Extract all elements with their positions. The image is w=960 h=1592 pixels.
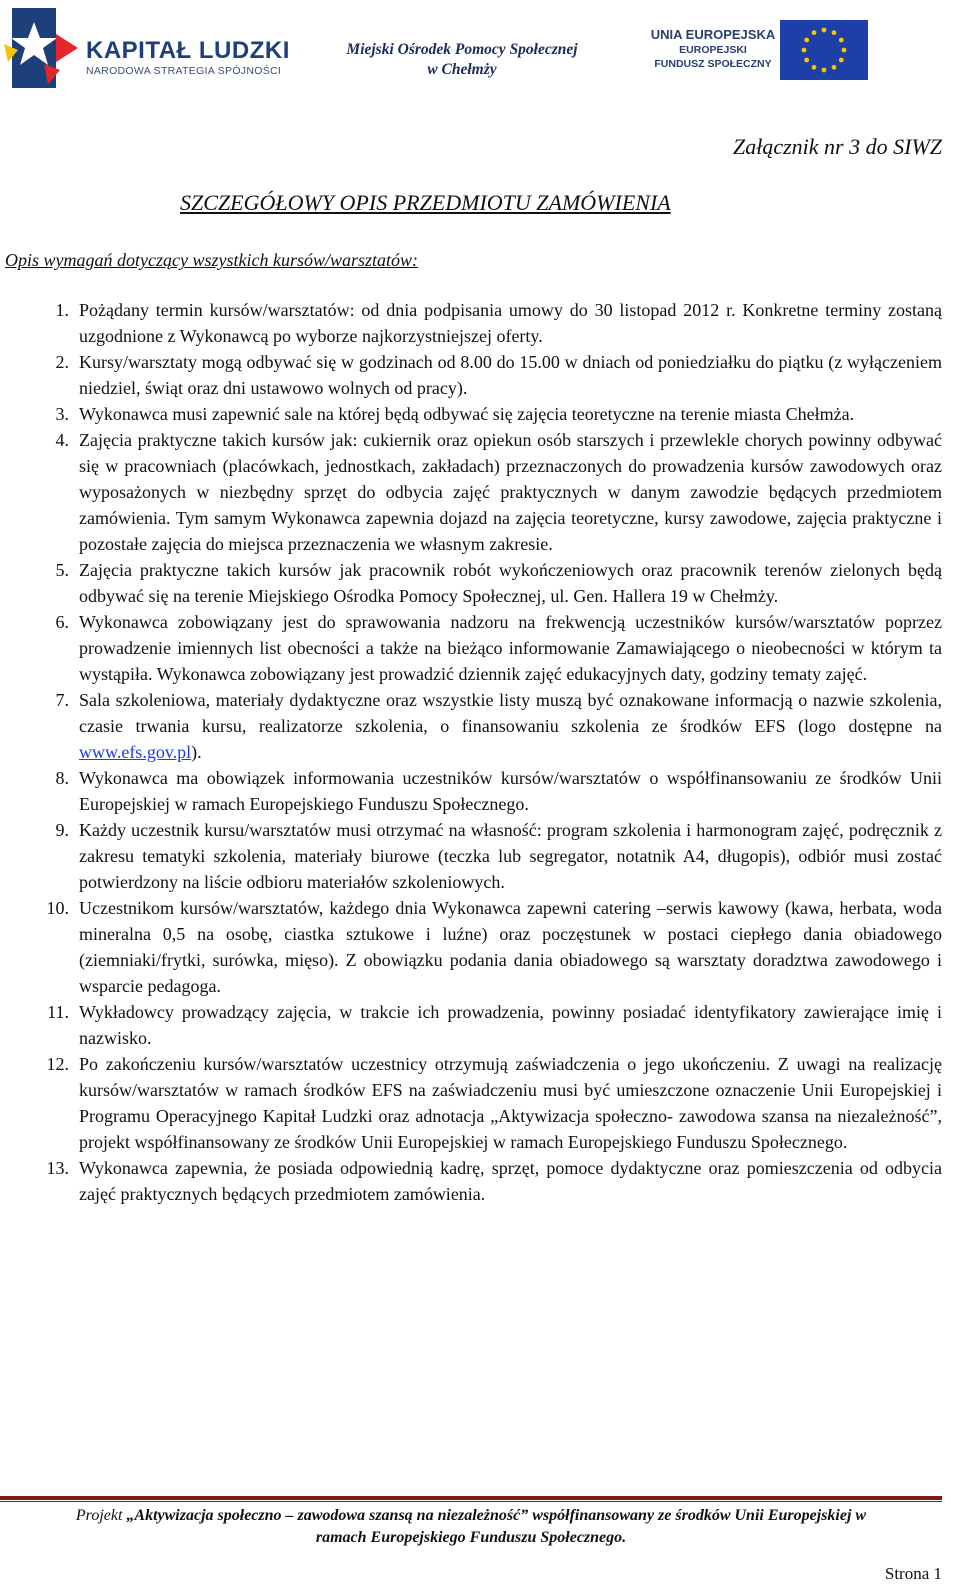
kapital-ludzki-subtitle: NARODOWA STRATEGIA SPÓJNOŚCI: [86, 65, 282, 77]
item-text: Każdy uczestnik kursu/warsztatów musi otrzymać na własność: program szkolenia i harmonogram zajęć, podręcznik z zakresu tematyki szkolenia, materiały biurowe (teczka lub segregator, notatnik A4, długopis), odbiór musi zostać potwierdzony na liście odbioru materiałów szkoleniowych.: [79, 820, 942, 892]
eu-star-icon: [802, 48, 807, 53]
list-item: [0, 297, 942, 349]
list-item: [0, 1155, 942, 1207]
item-text: Wykonawca musi zapewnić sale na której będą odbywać się zajęcia teoretyczne na terenie miasta Chełmża.: [79, 404, 855, 424]
item-text: Zajęcia praktyczne takich kursów jak pracownik robót wykończeniowych oraz pracownik terenów zielonych będą odbywać się na terenie Miejskiego Ośrodka Pomocy Społecznej, ul. Gen. Hallera 19 w Chełmży.: [79, 560, 942, 606]
item-text-after-link: ).: [191, 742, 202, 762]
kapital-ludzki-name: KAPITAŁ LUDZKI: [86, 37, 290, 64]
eu-star-icon: [804, 38, 809, 43]
item-number: 5.: [55, 560, 69, 580]
eu-star-icon: [812, 30, 817, 35]
item-text: Uczestnikom kursów/warsztatów, każdego dnia Wykonawca zapewni catering –serwis kawowy (kawa, herbata, woda mineralna 0,5 na osobę, ciastka sztukowe i luźne) oraz poczęstunek w postaci ciepłego dania obiadowego (ziemniaki/frytki, surówka, mięso). Z obowiązku podania dania obiadowego są warsztaty doradztwa zawodowego i wsparcie pedagoga.: [79, 898, 942, 996]
eu-star-icon: [822, 28, 827, 33]
item-number: 13.: [46, 1158, 69, 1178]
item-number: 4.: [55, 430, 69, 450]
mops-logo: [322, 40, 602, 80]
list-item: [0, 427, 942, 557]
item-text: Wykonawca zobowiązany jest do sprawowania nadzoru na frekwencją uczestników kursów/warsztatów poprzez prowadzenie imiennych list obecności a także na bieżąco informowanie Zamawiającego o nieobecności w którym ta wystąpiła. Wykonawca zobowiązany jest prowadzić dziennik zajęć edukacyjnych daty, godziny tematy zajęć.: [79, 612, 942, 684]
item-number: 2.: [55, 352, 69, 372]
eu-logo-line1: UNIA EUROPEJSKA: [650, 27, 776, 42]
eu-star-icon: [832, 30, 837, 35]
kapital-ludzki-logo: [4, 4, 304, 94]
footer-prefix: Projekt: [75, 1507, 127, 1524]
item-text-before-link: Sala szkoleniowa, materiały dydaktyczne oraz wszystkie listy muszą być oznakowane informacją o nazwie szkolenia, czasie trwania kursu, realizatorze szkolenia, o finansowaniu szkolenia ze środków EFS (logo dostępne na: [79, 690, 942, 736]
item-text: Pożądany termin kursów/warsztatów: od dnia podpisania umowy do 30 listopad 2012 r. Konkretne terminy zostaną uzgodnione z Wykonawcą po wyborze najkorzystniejszej oferty.: [79, 300, 942, 346]
page-header: [0, 0, 960, 100]
requirements-list: [0, 297, 942, 1207]
item-text: Po zakończeniu kursów/warsztatów uczestnicy otrzymują zaświadczenia o jego ukończeniu. Z uwagi na realizację kursów/warsztatów w ramach środków EFS na zaświadczeniu musi być umieszczone oznaczenie Unii Europejskiej i Programu Operacyjnego Kapitał Ludzki oraz adnotacja „Aktywizacja społeczno- zawodowa szansa na niezależność”, projekt współfinansowany ze środków Unii Europejskiej w ramach Europejskiego Funduszu Społecznego.: [79, 1054, 942, 1152]
item-number: 1.: [55, 300, 69, 320]
document-title: SZCZEGÓŁOWY OPIS PRZEDMIOTU ZAMÓWIENIA: [180, 190, 671, 215]
item-number: 11.: [47, 1002, 69, 1022]
item-number: 6.: [55, 612, 69, 632]
section-subtitle: Opis wymagań dotyczący wszystkich kursów/warsztatów:: [5, 250, 418, 270]
eu-star-icon: [839, 58, 844, 63]
item-number: 3.: [55, 404, 69, 424]
list-item: [0, 401, 942, 427]
list-item: [0, 817, 942, 895]
item-text: Wykładowcy prowadzący zajęcia, w trakcie ich prowadzenia, powinny posiadać identyfikatory zawierające imię i nazwisko.: [79, 1002, 942, 1048]
eu-logo-line2: EUROPEJSKI: [679, 44, 747, 56]
annex-label: Załącznik nr 3 do SIWZ: [733, 134, 942, 159]
list-item: [0, 1051, 942, 1155]
footer-rule-thin: [0, 1501, 942, 1502]
eu-star-icon: [832, 65, 837, 70]
list-item: [0, 609, 942, 687]
eu-star-icon: [812, 65, 817, 70]
item-number: 10.: [46, 898, 69, 918]
list-item: [0, 895, 942, 999]
item-number: 8.: [55, 768, 69, 788]
item-text: Wykonawca zapewnia, że posiada odpowiednią kadrę, sprzęt, pomoce dydaktyczne oraz pomieszczenia od odbycia zajęć praktycznych będących przedmiotem zamówienia.: [79, 1158, 942, 1204]
item-number: 9.: [55, 820, 69, 840]
eu-logo-line3: FUNDUSZ SPOŁECZNY: [654, 58, 772, 70]
list-item: [0, 349, 942, 401]
efs-link[interactable]: www.efs.gov.pl: [79, 742, 192, 762]
list-item: [0, 765, 942, 817]
list-item: [0, 557, 942, 609]
kapital-ludzki-star-logo-icon: [4, 4, 84, 92]
footer-line1: „Aktywizacja społeczno – zawodowa szansą na niezależność” współfinansowany ze środków Unii Europejskiej w: [126, 1507, 867, 1524]
item-text: Wykonawca ma obowiązek informowania uczestników kursów/warsztatów o współfinansowaniu ze środków Unii Europejskiej w ramach Europejskiego Funduszu Społecznego.: [79, 768, 942, 814]
eu-star-icon: [842, 48, 847, 53]
page-footer: [0, 1505, 942, 1549]
eu-star-icon: [804, 58, 809, 63]
mops-logo-line2: w Chełmży: [427, 61, 497, 78]
list-item: [0, 687, 942, 765]
mops-logo-line1: Miejski Ośrodek Pomocy Społecznej: [346, 41, 578, 58]
eu-star-icon: [822, 68, 827, 73]
item-number: 12.: [46, 1054, 69, 1074]
footer-line2: ramach Europejskiego Funduszu Społecznego.: [315, 1529, 627, 1546]
list-item: [0, 999, 942, 1051]
item-text: Zajęcia praktyczne takich kursów jak: cukiernik oraz opiekun osób starszych i przewlekle chorych powinny odbywać się w pracowniach (placówkach, jednostkach, zakładach) przeznaczonych do prowadzenia kursów zawodowych oraz wyposażonych w niezbędny sprzęt do odbycia zajęć praktycznych w danym zawodzie będących przedmiotem zamówienia. Tym samym Wykonawca zapewnia dojazd na zajęcia teoretyczne, kursy zawodowe, zajęcia praktyczne i pozostałe zajęcia do miejsca przeznaczenia we własnym zakresie.: [79, 430, 942, 554]
eu-flag-icon: [780, 20, 868, 80]
eu-star-icon: [839, 38, 844, 43]
footer-rule: [0, 1496, 942, 1500]
eu-logo: [650, 20, 880, 84]
page-number: Strona 1: [884, 1564, 942, 1583]
item-text: Kursy/warsztaty mogą odbywać się w godzinach od 8.00 do 15.00 w dniach od poniedziałku do piątku (z wyłączeniem niedziel, świąt oraz dni ustawowo wolnych od pracy).: [79, 352, 942, 398]
item-number: 7.: [55, 690, 69, 710]
